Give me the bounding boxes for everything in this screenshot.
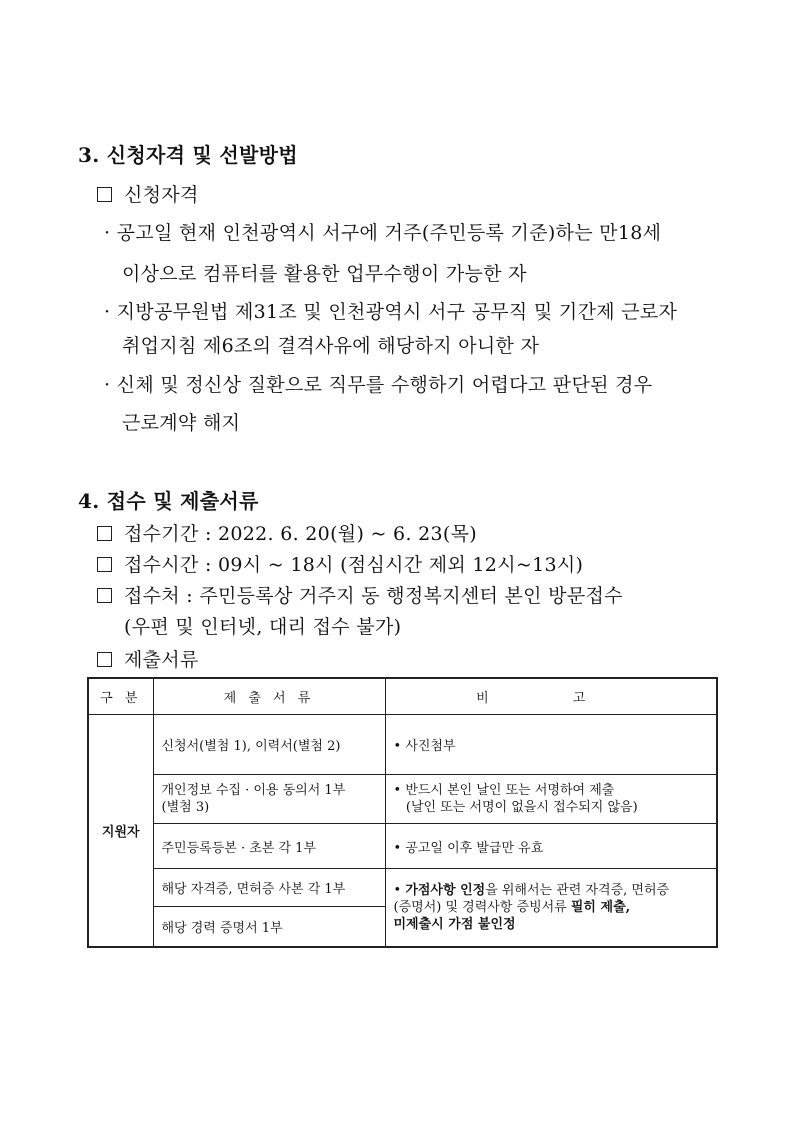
note-cell: • 사진첨부: [385, 715, 717, 775]
receipt-place-cont: (우편 및 인터넷, 대리 접수 불가): [124, 616, 402, 638]
doc-cell: 해당 경력 증명서 1부: [153, 907, 385, 947]
qualification-label: 신청자격: [124, 184, 199, 206]
checkbox-square-icon: [97, 588, 112, 603]
table-header-row: [88, 678, 717, 715]
header-remarks: 비 고: [385, 678, 717, 715]
table-row: [88, 869, 717, 907]
header-category: 구 분: [88, 678, 153, 715]
documents-label-text: 제출서류: [124, 649, 199, 671]
qualification-bullet-1-cont: 이상으로 컴퓨터를 활용한 업무수행이 가능한 자: [122, 263, 527, 285]
note-cell: • 가점사항 인정을 위해서는 관련 자격증, 면허증 (증명서) 및 경력사항 증빙서류 필히 제출, 미제출시 가점 불인정: [385, 869, 717, 947]
doc-cell: 신청서(별첨 1), 이력서(별첨 2): [153, 715, 385, 775]
qualification-bullet-2: · 지방공무원법 제31조 및 인천광역시 서구 공무직 및 기간제 근로자: [104, 301, 678, 323]
qualification-bullet-3-cont: 근로계약 해지: [122, 412, 241, 434]
receipt-place: [97, 581, 623, 608]
documents-label: [97, 645, 199, 672]
receipt-hours: [97, 550, 583, 577]
section4-heading: 4. 접수 및 제출서류: [78, 489, 259, 513]
note-cell: • 공고일 이후 발급만 유효: [385, 824, 717, 869]
table-row: [88, 775, 717, 824]
table-row: [88, 824, 717, 869]
documents-table: [87, 677, 718, 948]
section3-heading: 3. 신청자격 및 선발방법: [78, 143, 298, 167]
doc-cell: 개인정보 수집 · 이용 동의서 1부 (별첨 3): [153, 775, 385, 824]
checkbox-square-icon: [97, 652, 112, 667]
receipt-period-text: 접수기간 : 2022. 6. 20(월) ~ 6. 23(목): [124, 523, 477, 545]
receipt-hours-text: 접수시간 : 09시 ~ 18시 (점심시간 제외 12시~13시): [124, 554, 584, 576]
qualification-bullet-2-cont: 취업지침 제6조의 결격사유에 해당하지 아니한 자: [122, 335, 540, 357]
table-row: [88, 715, 717, 775]
applicant-group-cell: 지원자: [88, 715, 153, 947]
receipt-place-text: 접수처 : 주민등록상 거주지 동 행정복지센터 본인 방문접수: [124, 585, 623, 607]
header-documents: 제 출 서 류: [153, 678, 385, 715]
qualification-bullet-1: · 공고일 현재 인천광역시 서구에 거주(주민등록 기준)하는 만18세: [104, 222, 662, 244]
doc-cell: 해당 자격증, 면허증 사본 각 1부: [153, 869, 385, 907]
checkbox-square-icon: [97, 187, 112, 202]
doc-cell: 주민등록등본 · 초본 각 1부: [153, 824, 385, 869]
checkbox-square-icon: [97, 557, 112, 572]
receipt-period: [97, 519, 477, 546]
checkbox-square-icon: [97, 526, 112, 541]
qualification-bullet-3: · 신체 및 정신상 질환으로 직무를 수행하기 어렵다고 판단된 경우: [104, 374, 653, 396]
note-cell: • 반드시 본인 날인 또는 서명하여 제출 (날인 또는 서명이 없을시 접수되지 않음): [385, 775, 717, 824]
section3-sub: [97, 180, 199, 207]
